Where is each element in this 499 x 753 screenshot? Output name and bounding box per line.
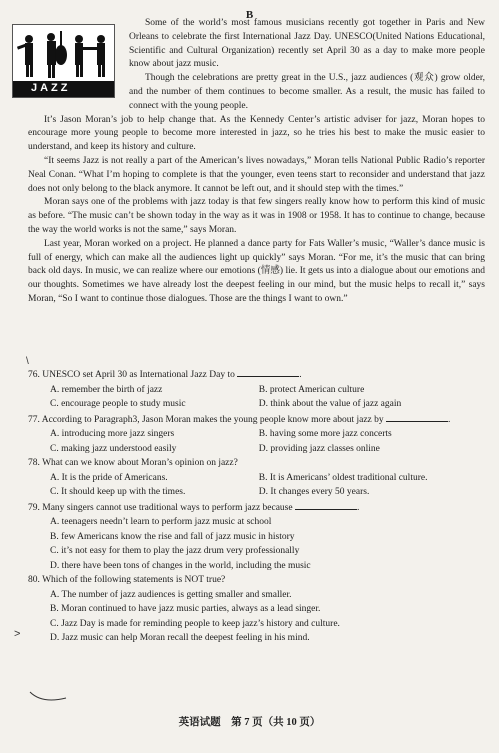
pencil-swoosh-mark — [28, 688, 68, 704]
option-a: A. It is the pride of Americans. — [50, 472, 168, 483]
option-b: B. protect American culture — [258, 384, 365, 395]
questions — [28, 367, 485, 646]
option-c: C. making jazz understood easily — [50, 443, 177, 454]
page-footer: 英语试题 第 7 页（共 10 页） — [178, 717, 321, 728]
option-d: D. Jazz music can help Moran recall the deepest feeling in his mind. — [50, 633, 310, 643]
question-stem: 78. What can we know about Moran’s opinion on jazz? — [28, 458, 238, 468]
option-c: C. It should keep up with the times. — [50, 487, 186, 497]
reading-passage — [28, 17, 485, 307]
option-a: A. teenagers needn’t learn to perform jazz music at school — [50, 517, 272, 527]
option-b: B. having some more jazz concerts — [258, 429, 392, 439]
option-a: A. remember the birth of jazz — [50, 384, 163, 395]
option-c: C. Jazz Day is made for reminding people to keep jazz’s history and culture. — [50, 618, 340, 629]
question-76: 76. UNESCO set April 30 as International Jazz Day to . A. remember the birth of jazz B. protect American culture C. encourage people to study music D. think about the value of jazz again — [28, 367, 485, 412]
option-d: D. It changes every 50 years. — [258, 487, 370, 497]
paragraph-2: Though the celebrations are pretty great in the U.S., jazz audiences (观众) grow older, and the number of them continues to become smaller. As a result, the music has failed to connect with the young people. — [129, 73, 485, 111]
question-79: 79. Many singers cannot use traditional ways to perform jazz because . A. teenagers needn’t learn to perform jazz music at school B. few Americans know the rise and fall of jazz music in history C. it’s not easy for them to play the jazz drum very professionally D. there have been tons of changes in the world, including the music — [28, 500, 485, 574]
option-b: B. It is Americans’ oldest traditional culture. — [258, 472, 428, 483]
answer-blank — [386, 412, 448, 422]
pencil-arrow-mark: > — [14, 628, 21, 640]
question-78 — [28, 456, 485, 500]
question-stem: 79. Many singers cannot use traditional ways to perform jazz because — [28, 502, 293, 513]
paragraph-6: Last year, Moran worked on a project. He planned a dance party for Fats Waller’s music, “Waller’s dance music is full of energy, which can make all the audiences light up quickly” says Moran. “For me, it’s the music that can bring back old days. In music, we can realize where our emotions (情感) lie. It gets us into a dialogue about our emotions and our thoughts. Sometimes we have already lost the deepest feeling in our mind, but the music helps to recall it,” says Moran, “So I want to continue those dialogues. Those are the things I want to own.” — [28, 238, 485, 304]
option-d: D. providing jazz classes online — [258, 443, 380, 454]
question-stem: 77. According to Paragraph3, Jason Moran makes the young people know more about jazz by — [28, 414, 384, 425]
answer-blank — [295, 500, 357, 510]
paragraph-3: It’s Jason Moran’s job to help change that. As the Kennedy Center’s artistic adviser for jazz, Moran hopes to encourage more young people to become more interested in jazz, so he tries his best to make the music easier to understand, and keep its history and culture. — [28, 114, 485, 153]
option-a: A. introducing more jazz singers — [50, 429, 175, 439]
answer-blank — [237, 367, 299, 377]
question-stem: 80. Which of the following statements is NOT true? — [28, 575, 226, 585]
option-d: D. think about the value of jazz again — [258, 399, 402, 409]
section-letter: B — [245, 9, 254, 21]
option-d: D. there have been tons of changes in the world, including the music — [50, 560, 311, 571]
option-c: C. it’s not easy for them to play the jazz drum very professionally — [50, 546, 300, 556]
option-c: C. encourage people to study music — [50, 399, 186, 409]
question-77: 77. According to Paragraph3, Jason Moran makes the young people know more about jazz by . A. introducing more jazz singers B. having some more jazz concerts C. making jazz understood easily D. providing jazz classes online — [28, 412, 485, 457]
option-a: A. The number of jazz audiences is getting smaller and smaller. — [50, 589, 292, 600]
question-stem: 76. UNESCO set April 30 as International Jazz Day to — [28, 370, 235, 380]
question-80 — [28, 573, 485, 646]
pencil-tick-mark: \ — [26, 356, 29, 367]
paragraph-1: Some of the world’s most famous musicians recently got together in Paris and New Orleans to celebrate the first International Jazz Day. UNESCO(United Nations Educational, Scientific and Cultural Organization) recently set April 30 as a day to make more people know about jazz music. — [129, 18, 485, 70]
paragraph-5: Moran says one of the problems with jazz today is that few singers really know how to perform this kind of music as before. “The music can’t be shown today in the way as it was in 1908 or 1958. It has to continue to change, because the way the world works is not the same,” says Moran. — [28, 197, 485, 235]
option-b: B. few Americans know the rise and fall of jazz music in history — [50, 531, 295, 542]
paragraph-4: “It seems Jazz is not really a part of the American’s lives nowadays,” Moran tells National Public Radio’s reporter Neal Conan. “What I’m hoping to complete is that the younger, even teens start to reconsider and understand that jazz does not only belong to the black anymore. It cannot be left out, and it should step with the times.” — [28, 155, 485, 194]
logo-word: JAZZ — [31, 82, 71, 94]
option-b: B. Moran continued to have jazz music parties, always as a lead singer. — [50, 604, 321, 614]
